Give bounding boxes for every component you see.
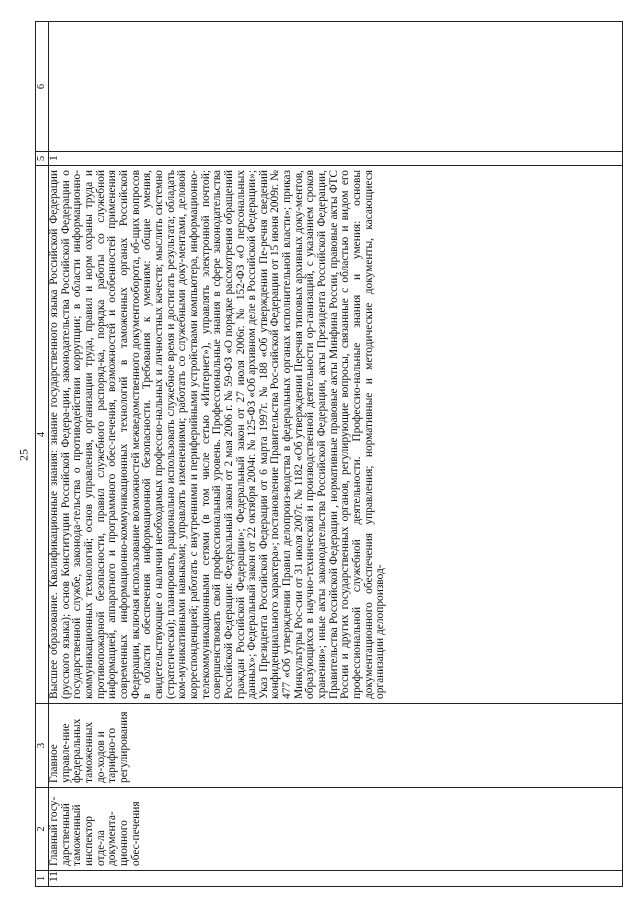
column-number-5: 5 (36, 152, 49, 166)
positions-table (35, 21, 623, 887)
qualification-requirements-cell: Высшее образование. Квалификационные знания: знание государственного языка Российской Федерации (русского языка); основ Конституции Российской Федера-ции, законодательства Российской Федерации о государственной службе, законода-тельства о противодействии коррупции; в области информационно-коммуникационных технологий; основ управления, организации труда, правил и норм охраны труда и противопожарной безопасности, правил служебного распоряд-ка, порядка работы со служебной информацией, аппаратного и программного обес-печения, возможностей и особенностей применения современных информационно-коммуникационных технологий в таможенных органах Российской Федерации, включая использование возможностей межведомственного документооборота, об-щих вопросов в области обеспечения информационной безопасности. Требования к умениям: общие умения, свидетельствующие о наличии необходимых профессио-нальных и личностных качеств; мыслить системно (стратегически); планировать, рационально использовать служебное время и достигать результата; обладать ком-муникативными навыками; управлять изменениями; работать со служебными доку-ментами, деловой корреспонденцией; работать с внутренними и периферийными устройствами компьютера, информационно-телекоммуникационными сетями (в том числе сетью «Интернет»), управлять электронной почтой; совершенствовать свой профессиональный уровень. Профессиональные знания в сфере законодательства Российской Федерации: Федеральный закон от 2 мая 2006 г. № 59-ФЗ «О порядке рассмотрения обращений граждан Российской Федерации»; Федеральный закон от 27 июля 2006г. № 152-ФЗ «О персональных данных»; Федеральный закон от 22 октября 2004г. № 125-ФЗ «Об архивном деле в Российской Федерации»; Указ Президента Российской Федерации от 6 марта 1997г. № 188 «Об утверждении Пе-речня сведений конфиденциального характера»; постановление Правительства Рос-сийской Федерации от 15 июня 2009г. № 477 «Об утверждении Правил делопроиз-водства в федеральных органах исполнительной власти»; приказ Минкультуры Рос-сии от 31 июля 2007г. № 1182 «Об утверждении Перечня типовых архивных доку-ментов, образующихся в научно-технической и производственной деятельности ор-ганизаций, с указанием сроков хранения»; иные акты законодательства Российской Федерации, акты Президента Российской Федерации, Правительства Российской Федерации , нормативные правовые акты Минфина России, правовые акты ФТС России и других государственных органов, регулирующие вопросы, связанные с областью и видом его профессиональной служебной деятельности. Профессио-нальные знания и умения: основы документационного обеспечения управления; нормативные и методические документы, касающиеся организации делопроизвод- (49, 166, 623, 704)
table-row (49, 22, 623, 887)
column-number-row (36, 22, 49, 887)
row-number-cell: 11 (49, 871, 623, 887)
column-number-6: 6 (36, 22, 49, 152)
column-6-cell (49, 22, 623, 152)
department-cell: Главное управле-ние федеральных таможенных до-ходов и тарифно-го регулирования (49, 704, 623, 788)
column-5-cell: 1 (49, 152, 623, 166)
position-title-cell: Главный госу-дарственный таможенный инспектор отде-ла документа-ционного обес-печения (49, 788, 623, 871)
column-number-4: 4 (36, 166, 49, 704)
column-number-2: 2 (36, 788, 49, 871)
column-number-3: 3 (36, 704, 49, 788)
rotated-table-container (35, 22, 625, 887)
column-number-1: 1 (36, 871, 49, 887)
page-number: 25 (16, 449, 31, 461)
